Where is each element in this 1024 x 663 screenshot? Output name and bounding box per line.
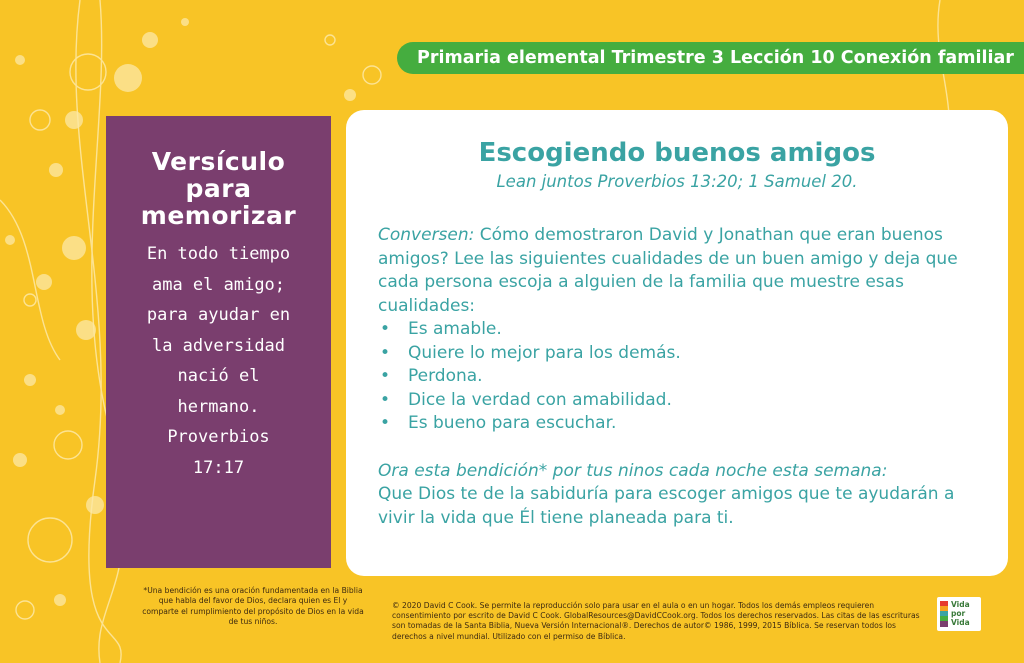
bullet-icon: • [380, 342, 391, 363]
list-item [378, 412, 976, 436]
scripture-reading: Lean juntos Proverbios 13:20; 1 Samuel 20. [496, 172, 858, 191]
copyright-notice: © 2020 David C Cook. Se permite la reproducción solo para usar en el aula o en un hogar. Todos los demás empleos requieren consentimiento por escrito de David C Cook. GlobalResources@DavidCCook.org. Todos los derechos reservados. Las citas de las escrituras son tomadas de la Santa Biblia, Nueva Versión Internacional®. Derechos de autor© 1986, 1999, 2015 Bíblica. Se reservan todos los derechos a nivel mundial. Utilizado con el permiso de Bíblica. [392, 601, 920, 641]
bullet-icon: • [380, 366, 391, 386]
logo-stripes-icon [940, 601, 948, 627]
prayer-text: Que Dios te de la sabiduría para escoger amigos que te ayudarán a vivir la vida que Él tiene planeada para ti. [378, 484, 955, 528]
family-activity-card [346, 110, 1008, 576]
list-item-text: Es amable. [408, 319, 502, 339]
verse-line: nació el [177, 366, 260, 386]
list-item [378, 318, 976, 342]
lesson-title: Escogiendo buenos amigos [478, 138, 876, 168]
title-line: Versículo [151, 147, 286, 176]
verse-line: la adversidad [151, 335, 286, 356]
title-line: memorizar [140, 201, 297, 230]
memory-verse-panel [106, 116, 331, 568]
discussion-text: Cómo demostraron David y Jonathan que eran buenos amigos? Lee las siguientes cualidades de un buen amigo y deja que cada persona escoja a alguien de la familia que muestre esas cualidades: [378, 225, 958, 316]
blessing-footnote: *Una bendición es una oración fundamentada en la Biblia que habla del favor de Dios, declara quien es El y comparte el rumplimiento del propósito de Dios en la vida de tus niños. [142, 586, 364, 627]
list-item [378, 365, 976, 389]
verse-line: para ayudar en [146, 305, 291, 325]
bullet-icon: • [380, 389, 391, 410]
logo-text [951, 600, 970, 627]
discussion-label: Conversen: [378, 225, 475, 245]
logo-line: por [951, 609, 966, 618]
list-item [378, 342, 976, 366]
reference-line: 17:17 [192, 457, 245, 478]
reference-line: Proverbios [167, 427, 270, 447]
title-line: para [185, 174, 252, 203]
memory-verse-reference [126, 422, 311, 483]
memory-verse-text [126, 239, 311, 422]
list-item-text: Es bueno para escuchar. [408, 413, 617, 433]
vida-por-vida-logo [937, 597, 981, 631]
list-item-text: Quiere lo mejor para los demás. [408, 342, 681, 363]
logo-line: Vida [951, 600, 970, 609]
discussion-paragraph [378, 224, 976, 318]
verse-line: En todo tiempo [146, 244, 291, 264]
verse-line: hermano. [177, 396, 260, 417]
bullet-icon: • [380, 319, 391, 339]
qualities-list [378, 318, 976, 436]
logo-line: Vida [951, 618, 970, 627]
banner-text: Primaria elemental Trimestre 3 Lección 10 Conexión familiar [417, 48, 1014, 68]
lesson-banner [397, 42, 1024, 74]
list-item-text: Perdona. [408, 366, 483, 386]
list-item-text: Dice la verdad con amabilidad. [408, 389, 672, 410]
memory-verse-title [119, 148, 319, 229]
list-item [378, 389, 976, 413]
bullet-icon: • [380, 413, 391, 433]
verse-line: ama el amigo; [151, 274, 286, 295]
prayer-instruction: Ora esta bendición* por tus ninos cada noche esta semana: [378, 460, 888, 481]
